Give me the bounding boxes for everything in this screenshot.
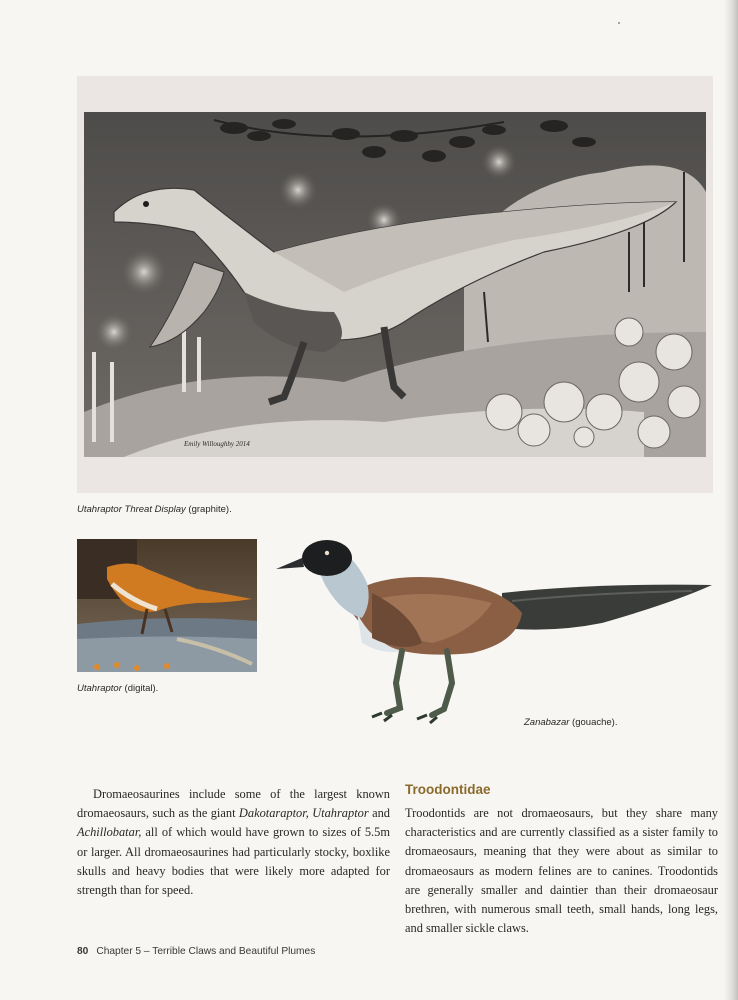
illustration-zanabazar	[272, 533, 718, 733]
para-seg: and	[368, 806, 390, 821]
paragraph-troodontids: Troodontids are not dromaeosaurs, but they share many characteristics and are currently classified as a sister family to dromaeosaurs, meaning that they were about as similar to dromaeosaurs as modern felines are to canines. Troodontids are generally smaller and daintier than their dromaeosaur brethren, with numerous small teeth, small hands, long legs, and smaller sickle claws.	[405, 806, 718, 936]
caption-thumb	[77, 683, 158, 694]
caption-main	[77, 504, 232, 515]
para-seg-italic: Dakotaraptor, Utahraptor	[238, 806, 369, 821]
page-number: 80	[77, 946, 89, 957]
caption-main-medium: (graphite).	[185, 504, 232, 515]
page-gutter-shadow	[724, 0, 738, 1000]
para-seg: all of which would have grown to sizes of 5.5m or larger. All dromaeosaurines had particularly stocky, boxlike skulls and heavy bodies that were likely more adapted for strength than for speed.	[77, 825, 390, 898]
para-seg-italic: Achillobatar,	[77, 825, 142, 840]
paragraph-dromaeosaurines	[77, 785, 390, 900]
artist-signature: Emily Willoughby 2014	[184, 440, 250, 448]
para-seg: Dromaeosaurines include some of the largest known dromaeosaurs, such as the giant	[77, 787, 390, 821]
illustration-utahraptor-graphite	[77, 76, 713, 493]
illustration-utahraptor-digital	[77, 539, 257, 672]
page-footer	[77, 946, 315, 957]
caption-main-title: Utahraptor Threat Display	[77, 504, 186, 515]
caption-thumb-title: Utahraptor	[77, 683, 122, 694]
section-heading-troodontidae: Troodontidae	[405, 782, 491, 797]
gouache-painting	[272, 533, 718, 733]
scan-speck	[618, 22, 620, 24]
caption-bird	[524, 717, 617, 728]
caption-bird-title: Zanabazar	[524, 717, 570, 728]
caption-bird-medium: (gouache).	[569, 717, 618, 728]
graphite-drawing	[84, 112, 706, 457]
caption-thumb-medium: (digital).	[121, 683, 159, 694]
digital-painting	[77, 539, 257, 672]
chapter-title: Chapter 5 – Terrible Claws and Beautiful Plumes	[96, 946, 316, 957]
